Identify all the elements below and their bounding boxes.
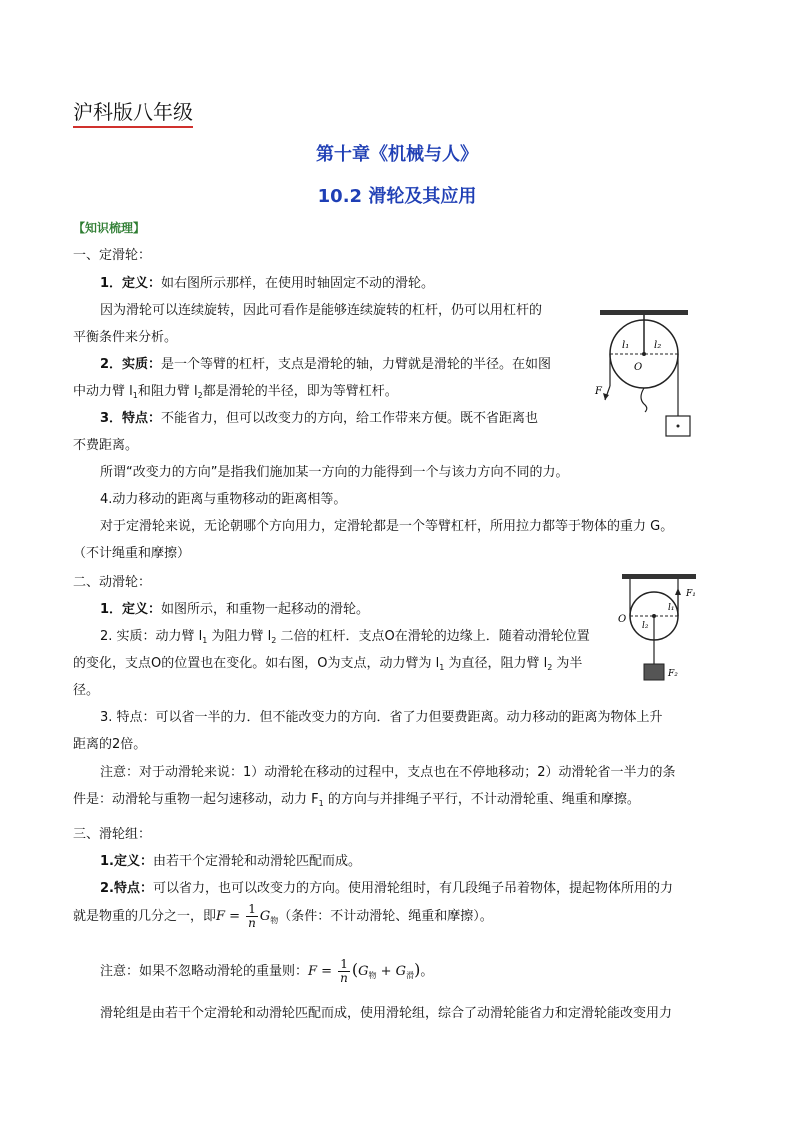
movable-essence-b: 为阻力臂 l [207,629,272,644]
movable-l2-c: 为半 [552,656,583,671]
block-feature [100,880,673,898]
movable-essence [100,628,590,650]
fixed-sub-1: 1 [132,391,138,400]
fixed-definition-label: 1．定义： [100,276,162,291]
fixed-arm-text-2: 和阻力臂 l [137,384,198,399]
fixed-summary-2: （不计绳重和摩擦） [73,546,191,561]
fig2-f2: F₂ [668,669,678,679]
formula-2-G2: G [395,964,407,979]
formula-2-eq: = [317,964,337,979]
ceiling-bar [600,310,688,315]
fig2-f1: F₁ [686,589,696,599]
block-formula-intro: 就是物重的几分之一，即 [73,909,217,924]
fig1-l1: l₁ [622,340,630,351]
section-title: 10.2 滑轮及其应用 [317,186,477,207]
movable-note-2a: 件是：动滑轮与重物一起匀速移动，动力 F [73,792,319,807]
block-formula-condition: （条件：不计动滑轮、绳重和摩擦）。 [278,909,493,924]
block-definition-text: 由若干个定滑轮和动滑轮匹配而成。 [152,854,361,869]
formula-2-den: n [340,971,348,985]
formula-1 [216,902,279,930]
fixed-feature-line2: 不费距离。 [73,438,139,453]
fig2-l1: l₁ [668,603,675,613]
fixed-arm-text-3: 都是滑轮的半径，即为等臂杠杆。 [202,384,398,399]
formula-1-F: F [216,909,226,924]
fig1-f: F [595,386,602,397]
movable-l2-b: 为直径，阻力臂 l [444,656,548,671]
fixed-definition-text: 如右图所示那样，在使用时轴固定不动的滑轮。 [161,276,435,291]
movable-pulley-figure [612,572,708,692]
block-feature-label: 2.特点： [100,881,153,896]
movable-sub-1: 1 [202,636,208,645]
block-formula-line [73,902,493,936]
movable-sub-2: 2 [271,636,277,645]
movable-l2-sub: 1 [439,663,445,672]
movable-note-sub: 1 [318,799,324,808]
movable-heading: 二、动滑轮： [73,575,152,590]
formula-1-num: 1 [248,902,256,916]
fig2-l2: l₂ [642,621,649,631]
fixed-feature-label: 3．特点： [100,411,162,426]
block-feature-text: 可以省力，也可以改变力的方向。使用滑轮组时，有几段绳子吊着物体，提起物体所用的力 [152,881,673,896]
formula-2-plus: + [376,964,396,979]
fig1-o: O [634,362,643,373]
fixed-summary-1: 对于定滑轮来说，无论朝哪个方向用力，定滑轮都是一个等臂杠杆，所用拉力都等于物体的重力 G。 [100,519,674,534]
fixed-distance: 4.动力移动的距离与重物移动的距离相等。 [100,492,347,507]
movable-l2-a: 的变化，支点O的位置也在变化。如右图，O为支点，动力臂为 l [73,656,440,671]
formula-1-G: G [259,909,271,924]
fixed-direction-note: 所谓“改变力的方向”是指我们施加某一方向的力能得到一个与该力方向不同的力。 [100,465,569,480]
fixed-heading: 一、定滑轮： [73,248,152,263]
formula-2-num: 1 [340,957,348,971]
movable-note-2b: 的方向与并排绳子平行，不计动滑轮重、绳重和摩擦。 [323,792,640,807]
fixed-feature [100,410,538,428]
fig1-l2: l₂ [654,340,662,351]
formula-1-sub: 物 [270,916,279,925]
movable-definition-label: 1．定义： [100,602,162,617]
movable-note-2 [73,791,640,813]
movable-definition [100,601,369,619]
formula-1-frac [246,903,258,930]
block-definition [100,853,361,871]
movable-essence-line3: 径。 [73,683,100,698]
movable-essence-c: 二倍的杠杆．支点O在滑轮的边缘上．随着动滑轮位置 [276,629,590,644]
formula-2-period: 。 [420,964,434,979]
formula-1-eq: = [225,909,245,924]
block-note-text: 注意：如果不忽略动滑轮的重量则： [100,964,309,979]
movable-feature-2: 距离的2倍。 [73,737,147,752]
formula-2-sub2: 滑 [406,971,415,980]
formula-2-sub1: 物 [368,971,377,980]
formula-2-F: F [308,964,318,979]
formula-2-frac [338,958,350,985]
knowledge-tag: 【知识梳理】 [73,221,146,235]
movable-essence-line2 [73,655,582,677]
movable-essence-a: 2. 实质：动力臂 l [100,629,203,644]
formula-2-lp: ( [351,960,359,979]
formula-1-den: n [248,916,256,930]
block-heading: 三、滑轮组： [73,827,152,842]
fig2-o: O [618,614,627,625]
fixed-essence [100,356,551,374]
fixed-lever-text-1: 因为滑轮可以连续旋转，因此可看作是能够连续旋转的杠杆，仍可以用杠杆的 [100,303,543,318]
movable-l2-sub2: 2 [547,663,553,672]
ceiling-bar-2 [622,574,696,579]
fixed-lever-text-2: 平衡条件来分析。 [73,330,178,345]
block-summary: 滑轮组是由若干个定滑轮和动滑轮匹配而成，使用滑轮组，综合了动滑轮能省力和定滑轮能改变用力 [100,1006,673,1021]
formula-2 [308,957,421,985]
fixed-definition [100,275,434,293]
block-note-line [100,955,433,991]
movable-feature-1: 3. 特点：可以省一半的力．但不能改变力的方向．省了力但要费距离。动力移动的距离为物体上升 [100,710,663,725]
movable-weight [644,664,664,680]
fixed-feature-text: 不能省力，但可以改变力的方向，给工作带来方便。既不省距离也 [161,411,539,426]
fixed-essence-line2 [73,383,398,405]
block-definition-label: 1.定义： [100,854,153,869]
grade-label: 沪科版八年级 [73,96,193,128]
movable-note-1: 注意：对于动滑轮来说：1）动滑轮在移动的过程中，支点也在不停地移动；2）动滑轮省一半力的条 [100,765,676,780]
fixed-pulley-figure [594,308,694,438]
chapter-title: 第十章《机械与人》 [316,144,478,165]
fixed-essence-text: 是一个等臂的杠杆，支点是滑轮的轴，力臂就是滑轮的半径。在如图 [161,357,552,372]
fixed-essence-label: 2．实质： [100,357,162,372]
formula-2-rp: ) [414,960,421,979]
formula-2-G1: G [358,964,369,979]
movable-definition-text: 如图所示，和重物一起移动的滑轮。 [161,602,370,617]
fixed-arm-text-1: 中动力臂 l [73,384,133,399]
fixed-sub-2: 2 [197,391,203,400]
